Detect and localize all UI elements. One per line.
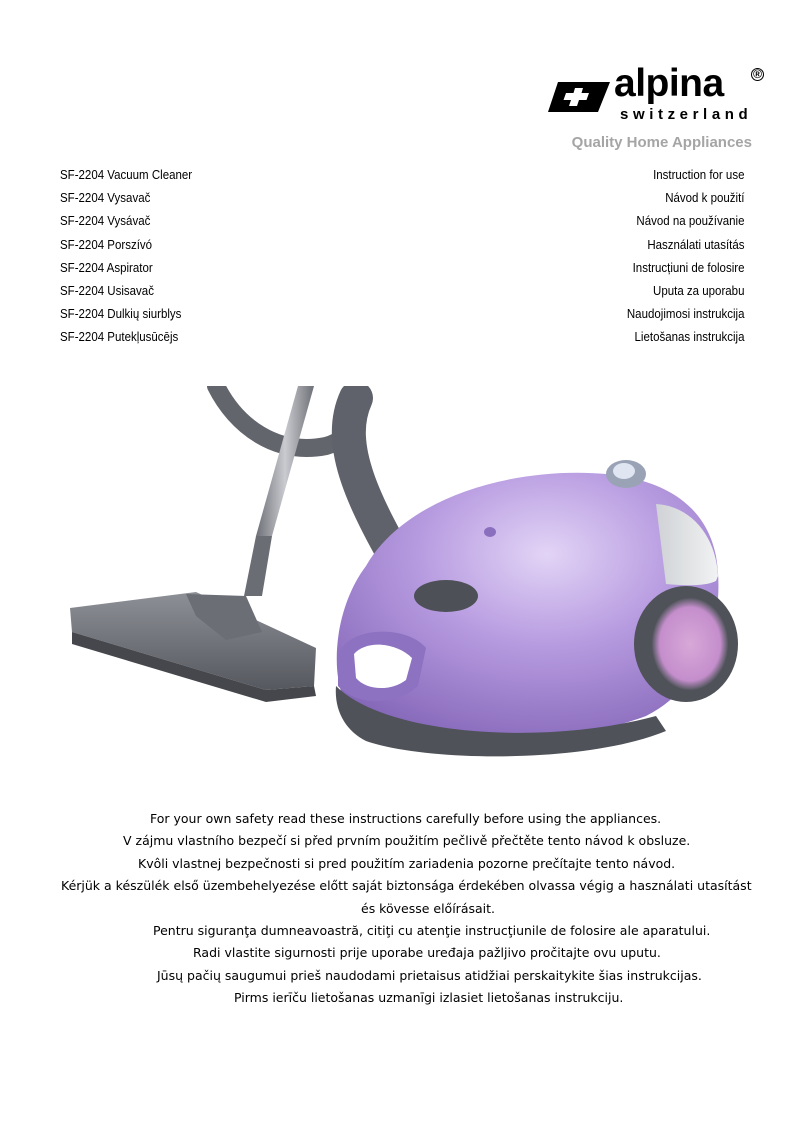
swiss-cross-logo-icon — [548, 80, 612, 114]
safety-note: Radi vlastite sigurnosti prije uporabe uređaja pažljivo pročitajte ovu uputu. — [193, 945, 661, 961]
brand-name: alpina — [614, 62, 724, 105]
title-row — [60, 191, 745, 214]
title-row — [60, 330, 745, 353]
instruction-title: Instruction for use — [653, 168, 745, 182]
safety-notes — [40, 808, 762, 1010]
instruction-title: Lietošanas instrukcija — [634, 330, 745, 345]
brand-logo — [548, 62, 762, 128]
safety-note: Kvôli vlastnej bezpečnosti si pred použitím zariadenia pozorne prečítajte tento návod. — [138, 855, 676, 871]
instruction-title: Návod k použití — [665, 191, 745, 206]
title-row — [60, 260, 745, 284]
vacuum-cleaner-image — [66, 386, 766, 766]
product-title: SF-2204 Dulkių siurblys — [60, 307, 182, 322]
registered-mark: ® — [751, 68, 764, 81]
instruction-title: Uputa za uporabu — [653, 283, 745, 298]
product-title: SF-2204 Usisavač — [60, 283, 154, 298]
title-row — [60, 283, 745, 307]
safety-note: For your own safety read these instructions carefully before using the appliances. — [150, 811, 662, 826]
product-title: SF-2204 Porszívó — [60, 237, 153, 252]
product-title: SF-2204 Vysavač — [60, 191, 151, 206]
brand-subtitle: switzerland — [620, 106, 753, 123]
safety-note: Jūsų pačių saugumui prieš naudodami prietaisus atidžiai perskaitykite šias instrukcijas. — [157, 967, 702, 983]
title-row — [60, 214, 745, 237]
instruction-title: Návod na používanie — [636, 214, 745, 229]
instruction-title: Instrucțiuni de folosire — [632, 260, 745, 275]
product-title: SF-2204 Vysávač — [60, 214, 151, 229]
title-row — [60, 237, 745, 261]
safety-note: Pentru siguranţa dumneavoastră, citiţi cu atenţie instrucţiunile de folosire ale aparatului. — [153, 923, 711, 939]
safety-note: Pirms ierīču lietošanas uzmanīgi izlasiet lietošanas instrukciju. — [234, 990, 624, 1006]
safety-note: és kövesse előírásait. — [361, 900, 495, 916]
instruction-title: Naudojimosi instrukcija — [626, 307, 745, 322]
product-title: SF-2204 Aspirator — [60, 260, 153, 275]
title-row — [60, 307, 745, 330]
title-row — [60, 168, 745, 191]
safety-note: Kérjük a készülék első üzembehelyezése előtt saját biztonsága érdekében olvassa végig a használati utasítást — [61, 878, 752, 894]
brand-tagline: Quality Home Appliances — [571, 134, 752, 151]
safety-note: V zájmu vlastního bezpečí si před prvním použitím pečlivě přečtěte tento návod k obsluze. — [123, 833, 691, 849]
instruction-title: Használati utasítás — [647, 237, 745, 252]
title-list — [60, 168, 744, 354]
product-title: SF-2204 Vacuum Cleaner — [60, 168, 193, 182]
product-title: SF-2204 Putekļusūcējs — [60, 330, 179, 345]
